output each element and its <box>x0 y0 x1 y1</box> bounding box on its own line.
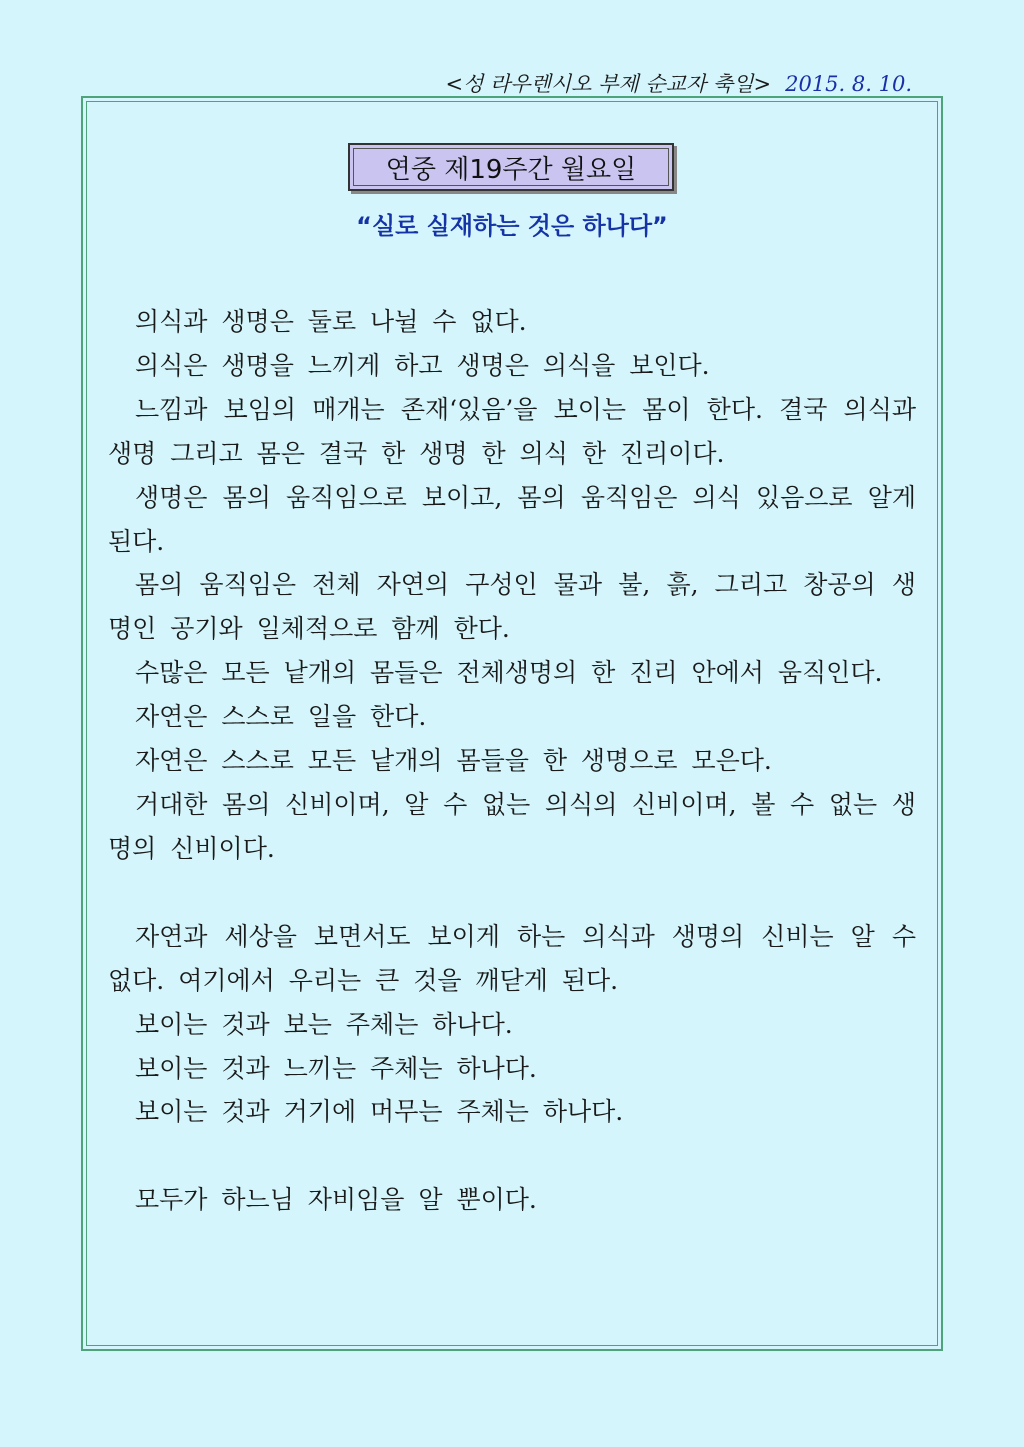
date-label: 2015. 8. 10. <box>785 72 912 96</box>
page-title: 연중 제19주간 월요일 <box>385 154 637 185</box>
title-box <box>348 143 674 191</box>
paragraph: 거대한 몸의 신비이며, 알 수 없는 의식의 신비이며, 볼 수 없는 생명의 신비이다. <box>108 789 916 863</box>
paragraph: 보이는 것과 보는 주체는 하나다. <box>135 1009 513 1039</box>
subtitle: “실로 실재하는 것은 하나다” <box>356 212 668 240</box>
paragraph: 모두가 하느님 자비임을 알 뿐이다. <box>135 1185 537 1215</box>
paragraph: 자연은 스스로 일을 한다. <box>135 702 427 732</box>
paragraph: 자연은 스스로 모든 낱개의 몸들을 한 생명으로 모은다. <box>135 746 772 776</box>
paragraph: 느낌과 보임의 매개는 존재‘있음’을 보이는 몸이 한다. 결국 의식과 생명 그리고 몸은 결국 한 생명 한 의식 한 진리이다. <box>108 394 916 468</box>
body-text <box>108 300 916 1222</box>
header-line <box>445 68 912 98</box>
paragraph: 보이는 것과 느끼는 주체는 하나다. <box>135 1053 537 1083</box>
paragraph: 의식은 생명을 느끼게 하고 생명은 의식을 보인다. <box>135 350 710 380</box>
feast-label: <성 라우렌시오 부제 순교자 축일> <box>445 72 772 96</box>
paragraph: 의식과 생명은 둘로 나뉠 수 없다. <box>135 307 527 336</box>
paragraph: 자연과 세상을 보면서도 보이게 하는 의식과 생명의 신비는 알 수 없다. 여기에서 우리는 큰 것을 깨닫게 된다. <box>108 921 916 995</box>
paragraph: 수많은 모든 낱개의 몸들은 전체생명의 한 진리 안에서 움직인다. <box>135 658 883 688</box>
paragraph: 보이는 것과 거기에 머무는 주체는 하나다. <box>135 1097 624 1127</box>
paragraph: 몸의 움직임은 전체 자연의 구성인 물과 불, 흙, 그리고 창공의 생명인 공기와 일체적으로 함께 한다. <box>108 570 916 644</box>
paragraph: 생명은 몸의 움직임으로 보이고, 몸의 움직임은 의식 있음으로 알게 된다. <box>108 482 916 556</box>
